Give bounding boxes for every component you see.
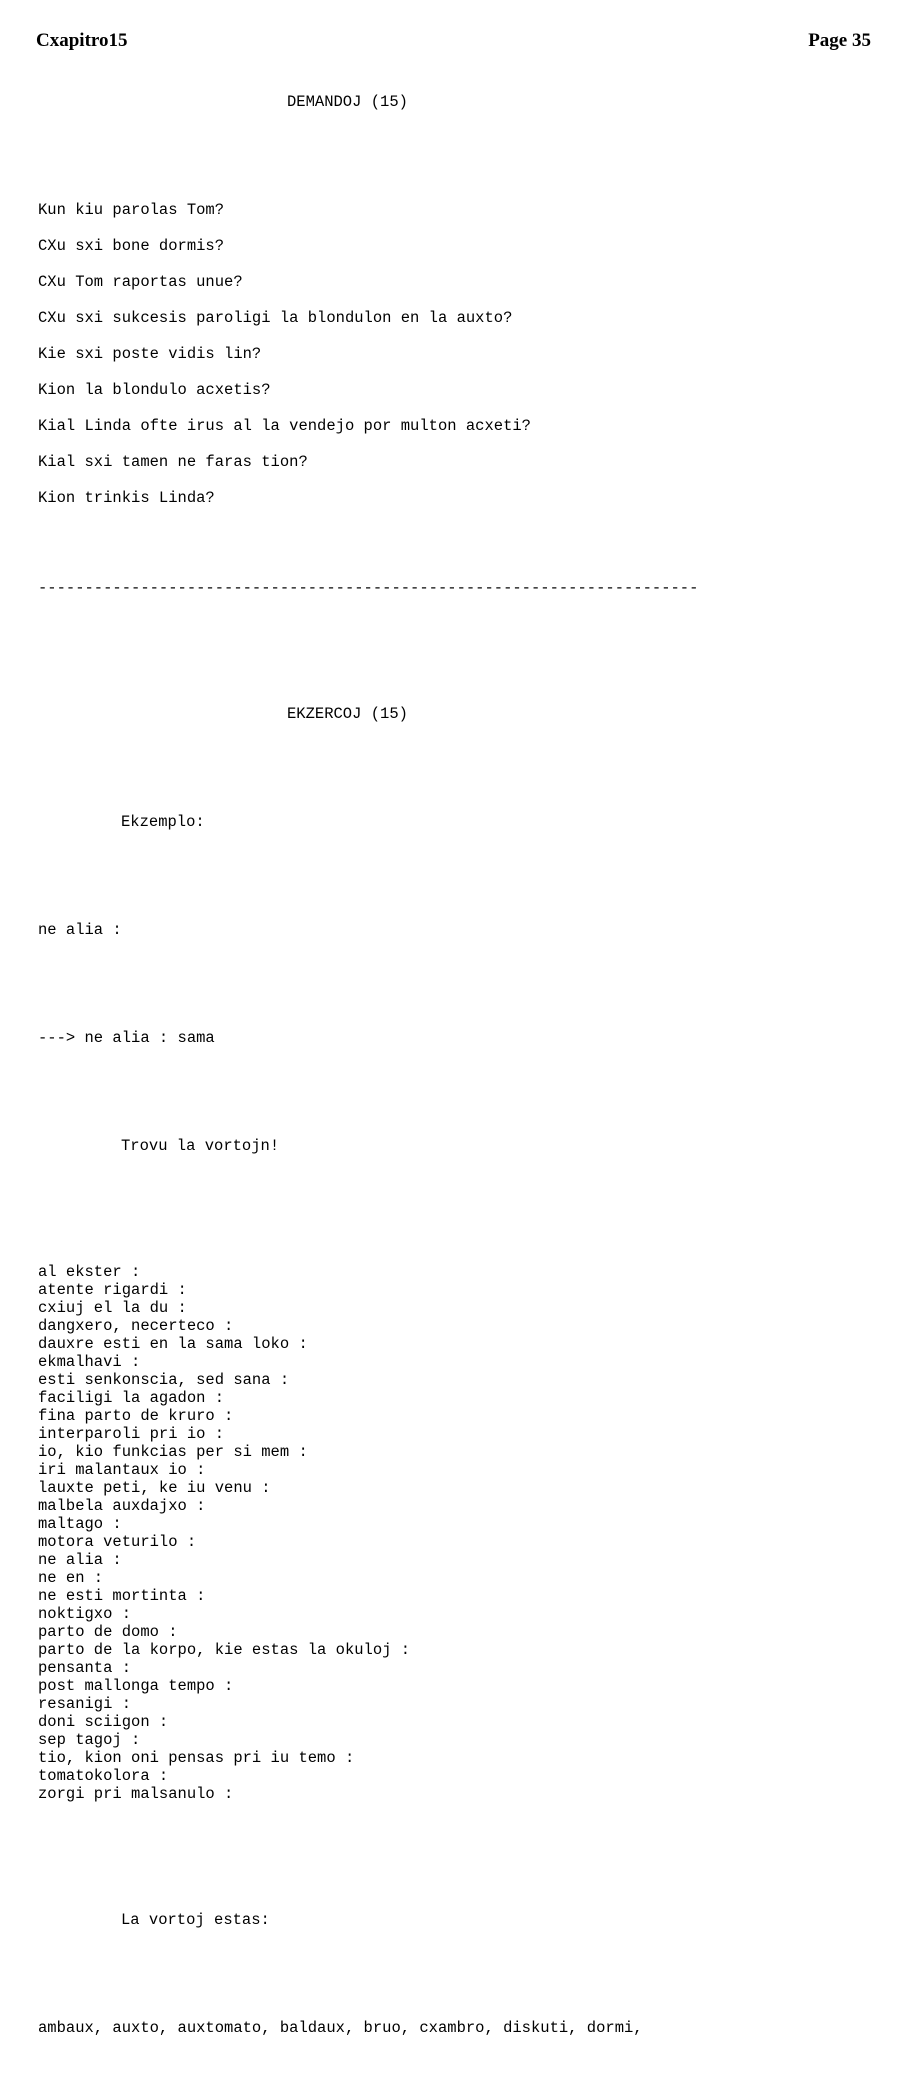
spacer — [38, 975, 898, 993]
exercise-item: iri malantaux io : — [38, 1461, 206, 1479]
separator-line: ----------------------------------------------------------------------- — [38, 579, 699, 597]
exercise-list — [38, 1263, 898, 1803]
exercise-item: tio, kion oni pensas pri iu temo : — [38, 1749, 355, 1767]
page-number: Page 35 — [808, 30, 871, 51]
exercise-item: malbela auxdajxo : — [38, 1497, 206, 1515]
exercise-item: io, kio funkcias per si mem : — [38, 1443, 308, 1461]
exercise-item: ne esti mortinta : — [38, 1587, 206, 1605]
question-item: Kun kiu parolas Tom? — [38, 201, 225, 219]
exercise-item: dangxero, necerteco : — [38, 1317, 234, 1335]
exercise-item: fina parto de kruro : — [38, 1407, 234, 1425]
exercise-item: atente rigardi : — [38, 1281, 187, 1299]
spacer — [38, 255, 898, 273]
exercise-item: ne alia : — [38, 1551, 122, 1569]
spacer — [38, 507, 898, 525]
words-line: ambaux, auxto, auxtomato, baldaux, bruo, cxambro, diskuti, dormi, — [38, 2019, 643, 2037]
question-item: Kial Linda ofte irus al la vendejo por multon acxeti? — [38, 417, 531, 435]
exercise-item: lauxte peti, ke iu venu : — [38, 1479, 271, 1497]
exercise-item: parto de la korpo, kie estas la okuloj : — [38, 1641, 411, 1659]
exercise-item: post mallonga tempo : — [38, 1677, 234, 1695]
question-item: CXu sxi sukcesis paroligi la blondulon en la auxto? — [38, 309, 513, 327]
example-answer: ---> ne alia : sama — [38, 1029, 215, 1047]
question-item: Kion trinkis Linda? — [38, 489, 215, 507]
spacer — [38, 399, 898, 417]
exercise-item: maltago : — [38, 1515, 122, 1533]
question-item: Kie sxi poste vidis lin? — [38, 345, 262, 363]
spacer — [38, 435, 898, 453]
exercise-item: ne en : — [38, 1569, 104, 1587]
spacer — [38, 1965, 898, 1983]
exercise-item: ekmalhavi : — [38, 1353, 141, 1371]
example-prompt: ne alia : — [38, 921, 122, 939]
exercise-item: esti senkonscia, sed sana : — [38, 1371, 290, 1389]
spacer — [38, 867, 898, 885]
exercise-item: dauxre esti en la sama loko : — [38, 1335, 308, 1353]
questions-title: DEMANDOJ (15) — [287, 93, 408, 111]
spacer — [38, 363, 898, 381]
exercise-item: al ekster : — [38, 1263, 141, 1281]
document-body — [38, 57, 898, 2073]
spacer — [38, 147, 898, 165]
exercise-item: motora veturilo : — [38, 1533, 197, 1551]
spacer — [38, 1857, 898, 1875]
exercise-item: pensanta : — [38, 1659, 132, 1677]
chapter-header: Cxapitro15 — [36, 30, 128, 51]
spacer — [38, 327, 898, 345]
question-item: CXu Tom raportas unue? — [38, 273, 243, 291]
instruction: Trovu la vortojn! — [121, 1137, 280, 1155]
exercises-title: EKZERCOJ (15) — [287, 705, 408, 723]
exercise-item: noktigxo : — [38, 1605, 132, 1623]
spacer — [38, 291, 898, 309]
exercise-item: doni sciigon : — [38, 1713, 169, 1731]
spacer — [38, 1083, 898, 1101]
words-label: La vortoj estas: — [121, 1911, 270, 1929]
exercise-item: zorgi pri malsanulo : — [38, 1785, 234, 1803]
spacer — [38, 633, 898, 651]
spacer — [38, 471, 898, 489]
spacer — [38, 1191, 898, 1209]
exercise-item: parto de domo : — [38, 1623, 178, 1641]
spacer — [38, 219, 898, 237]
exercise-item: sep tagoj : — [38, 1731, 141, 1749]
exercise-item: interparoli pri io : — [38, 1425, 225, 1443]
question-item: CXu sxi bone dormis? — [38, 237, 225, 255]
question-item: Kion la blondulo acxetis? — [38, 381, 271, 399]
example-label: Ekzemplo: — [121, 813, 205, 831]
exercise-item: resanigi : — [38, 1695, 132, 1713]
exercise-item: faciligi la agadon : — [38, 1389, 225, 1407]
question-item: Kial sxi tamen ne faras tion? — [38, 453, 308, 471]
exercise-item: cxiuj el la du : — [38, 1299, 187, 1317]
exercise-item: tomatokolora : — [38, 1767, 169, 1785]
spacer — [38, 759, 898, 777]
questions-list — [38, 201, 898, 525]
